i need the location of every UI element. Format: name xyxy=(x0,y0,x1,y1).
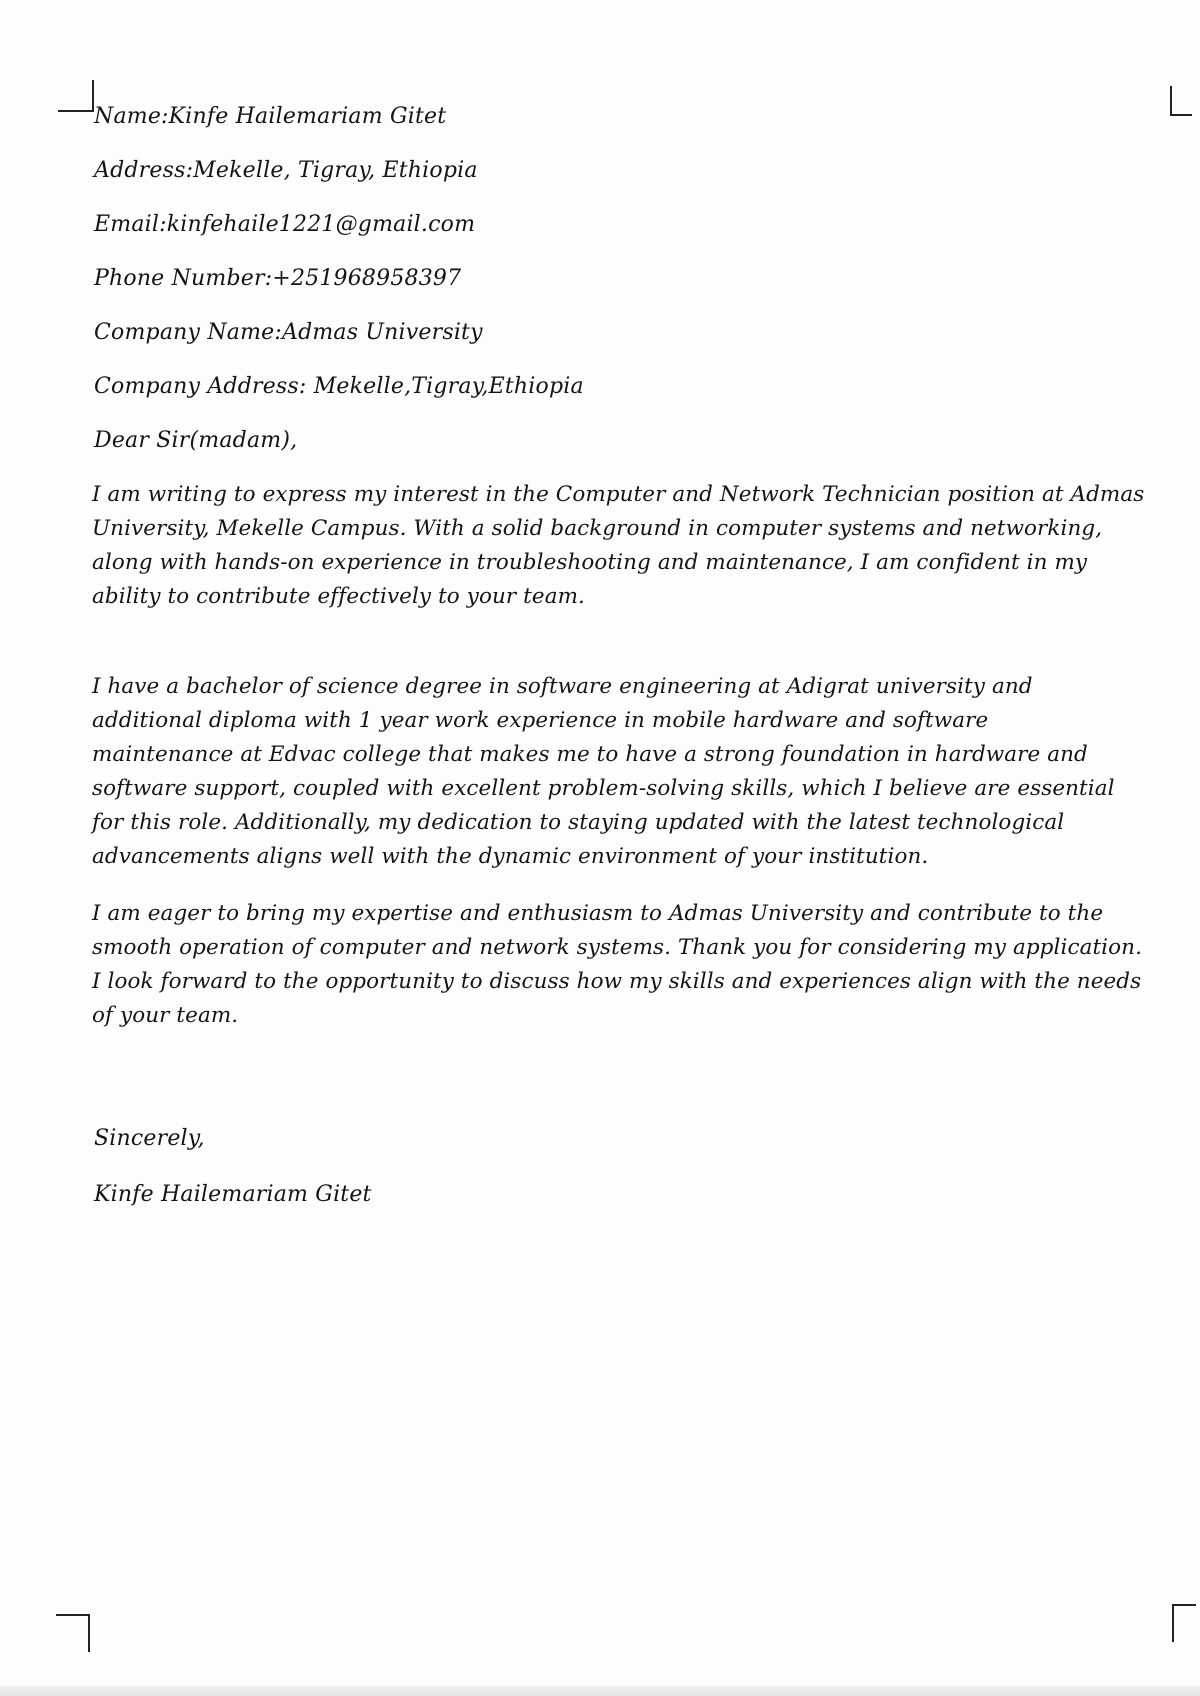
closing: Sincerely, xyxy=(94,1126,205,1151)
paragraph-line: ability to contribute effectively to your team. xyxy=(92,584,585,609)
paragraph-line: along with hands-on experience in troubleshooting and maintenance, I am confident in my xyxy=(92,550,1088,575)
crop-mark-bottom-left xyxy=(56,1614,90,1652)
paragraph-line: advancements aligns well with the dynamic environment of your institution. xyxy=(92,844,929,869)
crop-mark-top-right xyxy=(1170,86,1192,116)
body-paragraph-1 xyxy=(92,478,1172,614)
salutation: Dear Sir(madam), xyxy=(94,428,298,453)
sender-phone: Phone Number:+251968958397 xyxy=(94,266,462,291)
body-paragraph-2 xyxy=(92,670,1172,874)
scan-edge xyxy=(0,1686,1200,1696)
paragraph-line: I am writing to express my interest in the Computer and Network Technician position at Admas xyxy=(92,482,1145,507)
sender-name: Name:Kinfe Hailemariam Gitet xyxy=(94,104,447,129)
paragraph-line: I am eager to bring my expertise and enthusiasm to Admas University and contribute to the xyxy=(92,901,1104,926)
paragraph-line: of your team. xyxy=(92,1003,239,1028)
paragraph-line: software support, coupled with excellent problem-solving skills, which I believe are essential xyxy=(92,776,1115,801)
paragraph-line: I look forward to the opportunity to discuss how my skills and experiences align with the needs xyxy=(92,969,1142,994)
crop-mark-bottom-right xyxy=(1172,1604,1196,1642)
paragraph-line: additional diploma with 1 year work experience in mobile hardware and software xyxy=(92,708,989,733)
paragraph-line: for this role. Additionally, my dedication to staying updated with the latest technological xyxy=(92,810,1065,835)
paragraph-line: smooth operation of computer and network systems. Thank you for considering my application. xyxy=(92,935,1143,960)
paragraph-line: I have a bachelor of science degree in software engineering at Adigrat university and xyxy=(92,674,1033,699)
signature-name: Kinfe Hailemariam Gitet xyxy=(94,1182,372,1207)
sender-email: Email:kinfehaile1221@gmail.com xyxy=(94,212,476,237)
paragraph-line: maintenance at Edvac college that makes me to have a strong foundation in hardware and xyxy=(92,742,1088,767)
sender-address: Address:Mekelle, Tigray, Ethiopia xyxy=(94,158,478,183)
body-paragraph-3 xyxy=(92,897,1172,1033)
crop-mark-top-left xyxy=(58,80,94,112)
company-name: Company Name:Admas University xyxy=(94,320,483,345)
paragraph-line: University, Mekelle Campus. With a solid background in computer systems and networking, xyxy=(92,516,1103,541)
company-address: Company Address: Mekelle,Tigray,Ethiopia xyxy=(94,374,584,399)
